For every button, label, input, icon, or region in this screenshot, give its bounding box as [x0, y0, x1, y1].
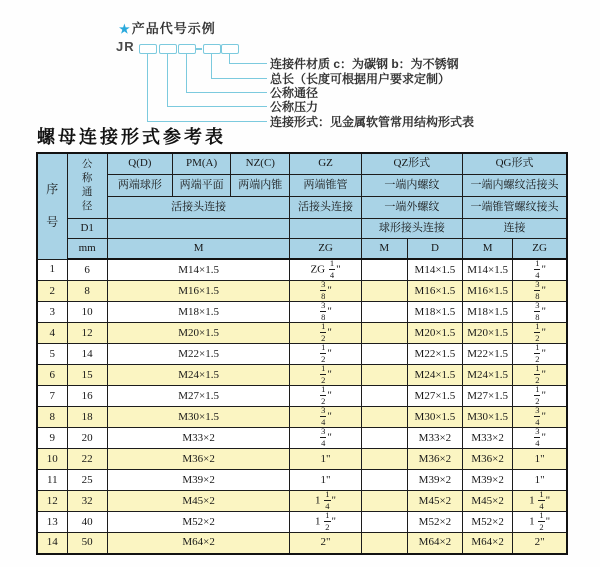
cell-qz-d: M16×1.5	[407, 281, 462, 302]
cell-qg-m: M14×1.5	[463, 259, 513, 281]
cell-qz-m	[361, 491, 407, 512]
cell-qg-zg: 1 $\frac{1}{4}$ "	[513, 491, 567, 512]
cell-m-thread: M39×2	[107, 470, 290, 491]
fraction: $\frac{3}{4}$	[535, 406, 540, 427]
header-gz: GZ	[290, 153, 361, 174]
cell-qz-m	[361, 428, 407, 449]
header-nzc: NZ(C)	[231, 153, 290, 174]
code-label-length: 总长（长度可根据用户要求定制）	[270, 72, 451, 86]
fraction: $\frac{1}{2}$	[321, 364, 326, 385]
table-row	[37, 323, 567, 344]
header-qz-unit-m: M	[361, 238, 407, 259]
cell-qz-m	[361, 449, 407, 470]
cell-qz-d: M45×2	[407, 491, 462, 512]
table-row	[37, 512, 567, 533]
cell-qz-d: M18×1.5	[407, 302, 462, 323]
code-label-connection: 连接形式：见金属软管常用结构形式表	[270, 115, 475, 129]
diagram-heading-text: 产品代号示例	[131, 21, 216, 36]
diagram-heading	[119, 18, 216, 37]
cell-qg-zg: $\frac{1}{2}$ "	[513, 323, 567, 344]
cell-qg-m: M20×1.5	[463, 323, 513, 344]
cell-dn: 15	[67, 365, 107, 386]
table-header	[37, 153, 567, 259]
header-nominal-diameter: 公称通径	[67, 153, 107, 218]
fraction: $\frac{1}{4}$	[539, 490, 544, 511]
fraction: $\frac{3}{8}$	[535, 280, 540, 301]
fraction: $\frac{1}{4}$	[329, 259, 335, 280]
fraction: $\frac{1}{2}$	[535, 364, 540, 385]
cell-qz-m	[361, 533, 407, 554]
fraction: $\frac{1}{2}$	[535, 343, 540, 364]
cell-qz-m	[361, 323, 407, 344]
cell-gz-zg: $\frac{1}{2}$ "	[290, 365, 361, 386]
cell-qg-m: M18×1.5	[463, 302, 513, 323]
cell-gz-zg: 1"	[290, 449, 361, 470]
table-row	[37, 491, 567, 512]
table-row	[37, 281, 567, 302]
fraction: $\frac{1}{4}$	[535, 259, 540, 280]
table-row	[37, 302, 567, 323]
cell-dn: 40	[67, 512, 107, 533]
table-row	[37, 533, 567, 554]
cell-qz-d: M20×1.5	[407, 323, 462, 344]
code-box-3	[178, 44, 196, 54]
table-row	[37, 344, 567, 365]
cell-qg-zg: $\frac{1}{2}$ "	[513, 386, 567, 407]
code-label-pressure: 公称压力	[270, 100, 319, 114]
cell-m-thread: M22×1.5	[107, 344, 290, 365]
cell-gz-zg: $\frac{3}{4}$ "	[290, 407, 361, 428]
cell-gz-zg: $\frac{1}{2}$ "	[290, 386, 361, 407]
cell-gz-zg: $\frac{3}{8}$ "	[290, 281, 361, 302]
cell-dn: 8	[67, 281, 107, 302]
fraction: $\frac{3}{8}$	[535, 301, 540, 322]
cell-serial: 9	[37, 428, 67, 449]
cell-qg-m: M27×1.5	[463, 386, 513, 407]
cell-qg-m: M16×1.5	[463, 281, 513, 302]
cell-serial: 12	[37, 491, 67, 512]
fraction: $\frac{1}{2}$	[321, 343, 326, 364]
code-label-diameter: 公称通径	[270, 86, 319, 100]
table-row	[37, 428, 567, 449]
cell-m-thread: M27×1.5	[107, 386, 290, 407]
fraction: $\frac{3}{4}$	[321, 406, 326, 427]
code-box-5	[221, 44, 239, 54]
header-qz-connection: 球形接头连接	[361, 218, 462, 238]
cell-qg-zg: 1 $\frac{1}{2}$ "	[513, 512, 567, 533]
cell-qg-m: M52×2	[463, 512, 513, 533]
cell-m-thread: M20×1.5	[107, 323, 290, 344]
header-mm: mm	[67, 238, 107, 259]
table-row	[37, 470, 567, 491]
cell-serial: 2	[37, 281, 67, 302]
nut-connection-reference-table	[36, 152, 568, 555]
code-prefix: JR	[116, 39, 135, 54]
cell-qg-m: M64×2	[463, 533, 513, 554]
connector-line-5	[147, 54, 267, 122]
cell-serial: 8	[37, 407, 67, 428]
cell-qz-m	[361, 259, 407, 281]
cell-dn: 32	[67, 491, 107, 512]
cell-dn: 10	[67, 302, 107, 323]
cell-m-thread: M30×1.5	[107, 407, 290, 428]
cell-serial: 14	[37, 533, 67, 554]
cell-gz-zg: $\frac{1}{2}$ "	[290, 323, 361, 344]
table-row	[37, 407, 567, 428]
cell-serial: 6	[37, 365, 67, 386]
cell-gz-zg: 2"	[290, 533, 361, 554]
cell-serial: 3	[37, 302, 67, 323]
cell-qg-zg: $\frac{1}{4}$ "	[513, 259, 567, 281]
cell-serial: 10	[37, 449, 67, 470]
cell-qg-m: M33×2	[463, 428, 513, 449]
header-empty-left	[107, 218, 290, 238]
header-qd: Q(D)	[107, 153, 172, 174]
header-gz-unit: ZG	[290, 238, 361, 259]
cell-dn: 16	[67, 386, 107, 407]
cell-m-thread: M36×2	[107, 449, 290, 470]
cell-m-thread: M14×1.5	[107, 259, 290, 281]
cell-gz-zg: $\frac{3}{4}$ "	[290, 428, 361, 449]
cell-dn: 14	[67, 344, 107, 365]
cell-dn: 25	[67, 470, 107, 491]
cell-qg-zg: $\frac{3}{4}$ "	[513, 428, 567, 449]
cell-gz-zg: 1"	[290, 470, 361, 491]
cell-qg-m: M45×2	[463, 491, 513, 512]
header-pma-desc: 两端平面	[172, 174, 230, 196]
cell-qz-m	[361, 470, 407, 491]
cell-gz-zg: $\frac{1}{2}$ "	[290, 344, 361, 365]
header-empty-gz	[290, 218, 361, 238]
fraction: $\frac{3}{8}$	[321, 301, 326, 322]
cell-qz-m	[361, 365, 407, 386]
cell-qz-d: M39×2	[407, 470, 462, 491]
cell-qz-d: M64×2	[407, 533, 462, 554]
cell-dn: 22	[67, 449, 107, 470]
code-box-2	[159, 44, 177, 54]
cell-serial: 1	[37, 259, 67, 281]
cell-qg-m: M36×2	[463, 449, 513, 470]
fraction: $\frac{3}{4}$	[321, 427, 326, 448]
cell-gz-zg: 1 $\frac{1}{4}$ "	[290, 491, 361, 512]
cell-m-thread: M33×2	[107, 428, 290, 449]
header-qg-connection: 连接	[463, 218, 567, 238]
cell-qz-d: M30×1.5	[407, 407, 462, 428]
header-qz-desc2: 一端外螺纹	[361, 196, 462, 218]
cell-serial: 11	[37, 470, 67, 491]
cell-m-thread: M52×2	[107, 512, 290, 533]
code-box-4	[203, 44, 221, 54]
cell-qg-zg: $\frac{3}{8}$ "	[513, 281, 567, 302]
cell-gz-zg: ZG $\frac{1}{4}$ "	[290, 259, 361, 281]
cell-qz-d: M33×2	[407, 428, 462, 449]
header-qg-unit-zg: ZG	[513, 238, 567, 259]
cell-m-thread: M64×2	[107, 533, 290, 554]
header-pma: PM(A)	[172, 153, 230, 174]
cell-qz-d: M24×1.5	[407, 365, 462, 386]
header-qg-desc2: 一端锥管螺纹接头	[463, 196, 567, 218]
cell-dn: 6	[67, 259, 107, 281]
fraction: $\frac{3}{4}$	[535, 427, 540, 448]
cell-m-thread: M18×1.5	[107, 302, 290, 323]
header-qd-desc: 两端球形	[107, 174, 172, 196]
star-icon: ★	[119, 22, 131, 36]
cell-qg-zg: $\frac{1}{2}$ "	[513, 344, 567, 365]
header-qz-unit-d: D	[407, 238, 462, 259]
header-m-unit: M	[107, 238, 290, 259]
cell-qz-d: M52×2	[407, 512, 462, 533]
header-d1: D1	[67, 218, 107, 238]
cell-m-thread: M24×1.5	[107, 365, 290, 386]
fraction: $\frac{3}{8}$	[321, 280, 326, 301]
cell-qg-zg: $\frac{3}{8}$ "	[513, 302, 567, 323]
cell-qz-d: M22×1.5	[407, 344, 462, 365]
cell-qz-m	[361, 512, 407, 533]
fraction: $\frac{1}{2}$	[535, 385, 540, 406]
fraction: $\frac{1}{2}$	[539, 511, 544, 532]
cell-dn: 18	[67, 407, 107, 428]
code-box-1	[139, 44, 157, 54]
cell-serial: 4	[37, 323, 67, 344]
header-qg-desc1: 一端内螺纹活接头	[463, 174, 567, 196]
table-title: 螺母连接形式参考表	[37, 127, 226, 148]
code-label-material: 连接件材质 c：为碳钢 b：为不锈钢	[270, 57, 459, 71]
cell-dn: 20	[67, 428, 107, 449]
cell-qz-d: M27×1.5	[407, 386, 462, 407]
fraction: $\frac{1}{4}$	[325, 490, 330, 511]
cell-serial: 13	[37, 512, 67, 533]
header-gz-connection: 活接头连接	[290, 196, 361, 218]
cell-qz-m	[361, 281, 407, 302]
fraction: $\frac{1}{2}$	[321, 385, 326, 406]
cell-qg-zg: $\frac{3}{4}$ "	[513, 407, 567, 428]
cell-qg-m: M22×1.5	[463, 344, 513, 365]
header-qz-desc1: 一端内螺纹	[361, 174, 462, 196]
fraction: $\frac{1}{2}$	[325, 511, 330, 532]
cell-qg-m: M24×1.5	[463, 365, 513, 386]
cell-m-thread: M45×2	[107, 491, 290, 512]
header-union-connection: 活接头连接	[107, 196, 290, 218]
header-serial: 序号	[37, 153, 67, 259]
table-row	[37, 259, 567, 281]
cell-dn: 50	[67, 533, 107, 554]
table-body	[37, 259, 567, 554]
fraction: $\frac{1}{2}$	[321, 322, 326, 343]
cell-serial: 5	[37, 344, 67, 365]
cell-qz-m	[361, 302, 407, 323]
cell-gz-zg: 1 $\frac{1}{2}$ "	[290, 512, 361, 533]
cell-qg-m: M30×1.5	[463, 407, 513, 428]
cell-qz-d: M14×1.5	[407, 259, 462, 281]
cell-serial: 7	[37, 386, 67, 407]
header-nzc-desc: 两端内锥	[231, 174, 290, 196]
cell-qg-zg: $\frac{1}{2}$ "	[513, 365, 567, 386]
cell-dn: 12	[67, 323, 107, 344]
cell-qz-m	[361, 407, 407, 428]
fraction: $\frac{1}{2}$	[535, 322, 540, 343]
header-qg: QG形式	[463, 153, 567, 174]
table-row	[37, 386, 567, 407]
cell-qg-zg: 1"	[513, 449, 567, 470]
table-row	[37, 449, 567, 470]
code-dash	[196, 48, 202, 50]
header-qg-unit-m: M	[463, 238, 513, 259]
cell-qz-m	[361, 386, 407, 407]
cell-qg-zg: 2"	[513, 533, 567, 554]
cell-m-thread: M16×1.5	[107, 281, 290, 302]
table-row	[37, 365, 567, 386]
cell-qg-zg: 1"	[513, 470, 567, 491]
cell-qz-d: M36×2	[407, 449, 462, 470]
header-qz: QZ形式	[361, 153, 462, 174]
cell-gz-zg: $\frac{3}{8}$ "	[290, 302, 361, 323]
cell-qg-m: M39×2	[463, 470, 513, 491]
header-gz-desc: 两端锥管	[290, 174, 361, 196]
cell-qz-m	[361, 344, 407, 365]
